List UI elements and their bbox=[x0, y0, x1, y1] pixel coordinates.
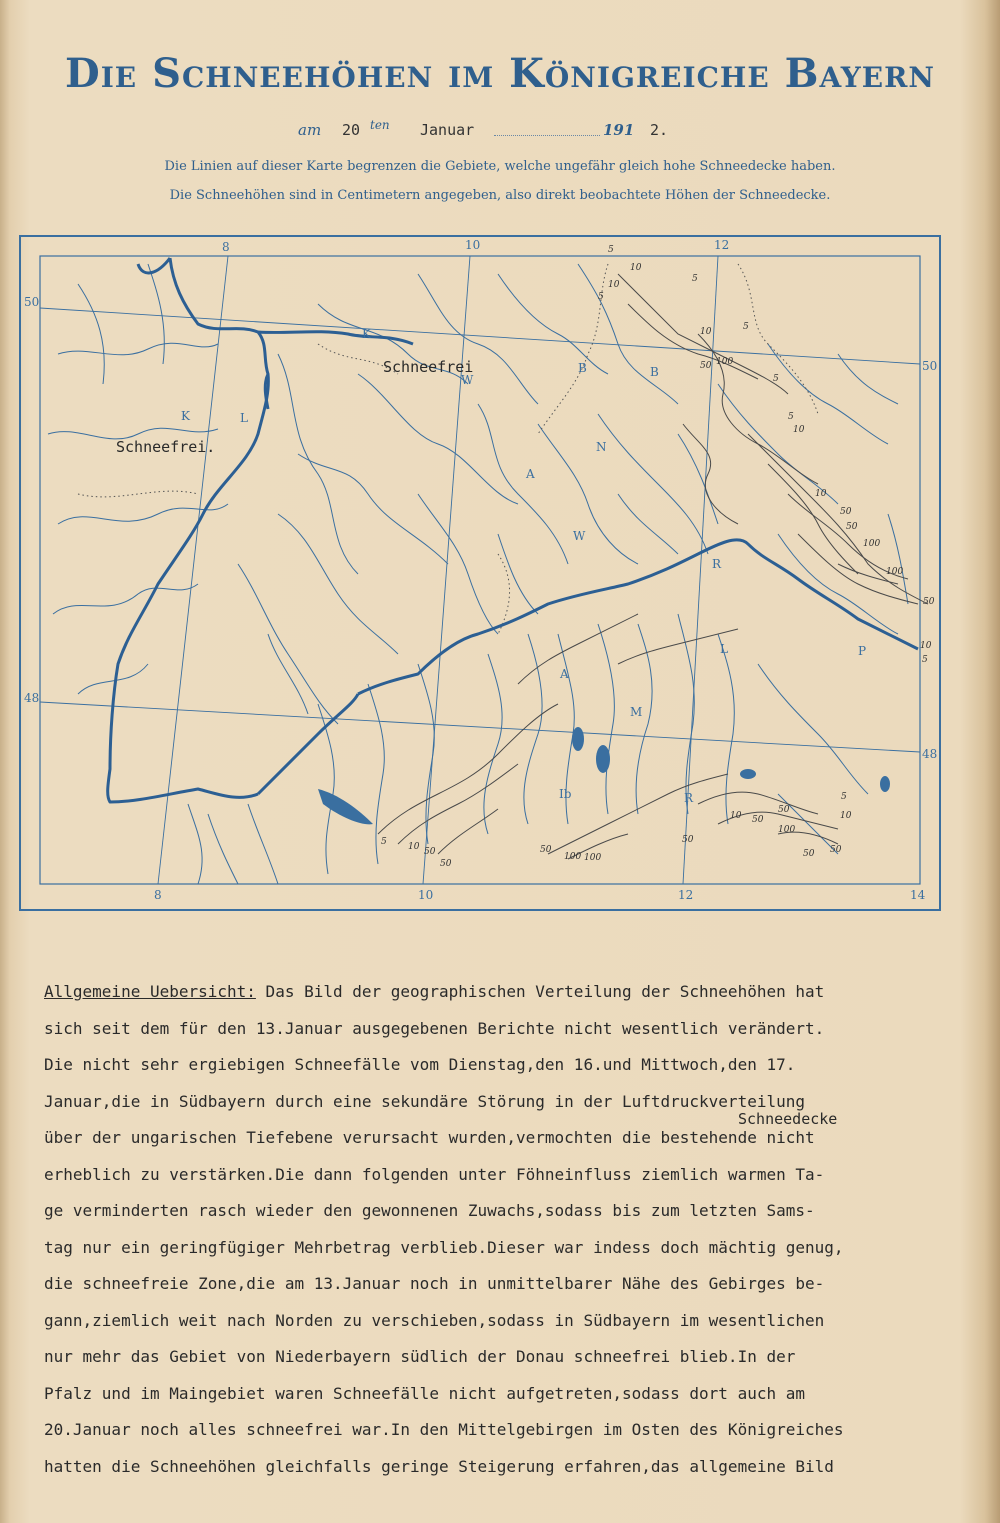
body-line: über der ungarischen Tiefebene verursacht wurden,vermochten die bestehende nicht bbox=[44, 1128, 815, 1147]
body-line: Januar,die in Südbayern durch eine sekundäre Störung in der Luftdruckverteilung bbox=[44, 1091, 805, 1111]
contour-value: 10 bbox=[700, 327, 712, 337]
contour-value: 5 bbox=[841, 792, 847, 802]
body-line: ge verminderten rasch wieder den gewonnenen Zuwachs,sodass bis zum letzten Sams- bbox=[44, 1201, 815, 1220]
contour-value: 50 bbox=[830, 845, 842, 855]
map-svg bbox=[18, 234, 944, 914]
latitude-label: 48 bbox=[24, 691, 40, 705]
dateline bbox=[298, 118, 678, 143]
contour-value: 5 bbox=[773, 374, 779, 384]
body-line: nur mehr das Gebiet von Niederbayern südlich der Donau schneefrei blieb.In der bbox=[44, 1347, 796, 1366]
city-letter: N bbox=[596, 440, 607, 454]
city-letter: W bbox=[573, 529, 586, 543]
contour-value: 10 bbox=[815, 489, 827, 499]
contour-value: 100 bbox=[886, 567, 904, 577]
dateline-day: 20 bbox=[342, 121, 361, 139]
dateline-day-suffix: ten bbox=[370, 118, 390, 132]
contour-value: 10 bbox=[630, 263, 642, 273]
description-line: Die Schneehöhen sind in Centimetern angegeben, also direkt beobachtete Höhen der Schneedecke. bbox=[169, 188, 831, 203]
graticule bbox=[40, 256, 920, 884]
city-letter: B bbox=[650, 365, 659, 379]
contour-value: 50 bbox=[923, 597, 935, 607]
city-letter: Ib bbox=[559, 787, 572, 801]
city-letter: R bbox=[684, 791, 694, 805]
contour-value: 100 bbox=[716, 357, 734, 367]
dateline-month: Januar bbox=[420, 121, 475, 139]
city-letter: L bbox=[240, 411, 248, 425]
longitude-label-top: 10 bbox=[465, 238, 481, 252]
longitude-label-top: 8 bbox=[222, 240, 230, 254]
latitude-label: 50 bbox=[922, 359, 938, 373]
city-letter: M bbox=[630, 705, 643, 719]
body-line: tag nur ein geringfügiger Mehrbetrag verblieb.Dieser war indess doch mächtig genug, bbox=[44, 1237, 844, 1257]
contour-value: 5 bbox=[381, 837, 387, 847]
contour-value: 50 bbox=[440, 859, 452, 869]
body-line: hatten die Schneehöhen gleichfalls geringe Steigerung erfahren,das allgemeine Bild bbox=[44, 1456, 834, 1476]
body-line: Die nicht sehr ergiebigen Schneefälle vom Dienstag,den 16.und Mittwoch,den 17. bbox=[44, 1055, 796, 1074]
contour-value: 50 bbox=[700, 361, 712, 371]
rivers bbox=[48, 264, 908, 884]
contour-value: 50 bbox=[752, 815, 764, 825]
longitude-label-bottom: 8 bbox=[154, 888, 162, 902]
snow-depth-map bbox=[18, 234, 944, 914]
city-letter: L bbox=[720, 642, 728, 656]
contour-value: 5 bbox=[743, 322, 749, 332]
major-boundaries bbox=[108, 258, 918, 802]
city-letter: A bbox=[560, 667, 569, 681]
map-inner-frame bbox=[40, 256, 920, 884]
contour-value: 50 bbox=[682, 835, 694, 845]
city-letter: R bbox=[712, 557, 722, 571]
contour-value: 10 bbox=[408, 842, 420, 852]
dateline-prefix: am bbox=[298, 121, 322, 139]
body-line: gann,ziemlich weit nach Norden zu verschieben,sodass in Südbayern im wesentlichen bbox=[44, 1310, 825, 1330]
contour-value: 50 bbox=[846, 522, 858, 532]
contour-value: 50 bbox=[840, 507, 852, 517]
contour-value: 100 bbox=[863, 539, 881, 549]
city-markers bbox=[181, 327, 866, 805]
contour-value: 100 bbox=[564, 852, 582, 862]
city-letter: B bbox=[578, 361, 587, 375]
contour-value: 10 bbox=[793, 425, 805, 435]
contour-value: 10 bbox=[730, 811, 742, 821]
page-title: Die Schneehöhen im Königreiche Bayern bbox=[65, 50, 935, 97]
latitude-label: 48 bbox=[922, 747, 938, 761]
dateline-dotted-rule bbox=[494, 121, 600, 136]
contour-value: 100 bbox=[778, 825, 796, 835]
body-line bbox=[44, 974, 924, 1011]
longitude-label-top: 12 bbox=[714, 238, 730, 252]
section-heading: Allgemeine Uebersicht: bbox=[44, 982, 256, 1001]
contour-value: 50 bbox=[778, 805, 790, 815]
dateline-year-prefix: 191 bbox=[603, 121, 635, 139]
contour-value: 50 bbox=[803, 849, 815, 859]
city-letter: P bbox=[858, 644, 867, 658]
body-line-text: Das Bild der geographischen Verteilung der Schneehöhen hat bbox=[255, 982, 825, 1001]
contour-value: 10 bbox=[920, 641, 932, 651]
city-letter: A bbox=[526, 467, 535, 481]
dateline-year-digit: 2. bbox=[650, 121, 669, 139]
contour-value: 5 bbox=[922, 655, 928, 665]
contour-value: 5 bbox=[608, 245, 614, 255]
report-body bbox=[44, 974, 924, 1485]
contour-value: 10 bbox=[840, 811, 852, 821]
contour-value: 5 bbox=[692, 274, 698, 284]
inserted-correction: Schneedecke bbox=[738, 1110, 838, 1128]
body-line: die schneefreie Zone,die am 13.Januar noch in unmittelbarer Nähe des Gebirges be- bbox=[44, 1274, 825, 1293]
longitude-label-bottom: 10 bbox=[418, 888, 434, 902]
region-label-schneefrei: Schneefrei. bbox=[116, 438, 216, 456]
city-letter: K bbox=[362, 327, 371, 341]
longitude-label-bottom: 12 bbox=[678, 888, 694, 902]
city-letter: K bbox=[181, 409, 190, 423]
region-label-schneefrei: Schneefrei bbox=[383, 358, 474, 376]
body-line: Pfalz und im Maingebiet waren Schneefälle nicht aufgetreten,sodass dort auch am bbox=[44, 1383, 805, 1403]
latitude-label: 50 bbox=[24, 295, 40, 309]
contour-value: 50 bbox=[540, 845, 552, 855]
city-letter: W bbox=[461, 373, 474, 387]
body-line: erheblich zu verstärken.Die dann folgenden unter Föhneinfluss ziemlich warmen Ta- bbox=[44, 1164, 825, 1184]
longitude-label-bottom: 14 bbox=[910, 888, 926, 902]
contour-value: 10 bbox=[608, 280, 620, 290]
contour-value: 100 bbox=[584, 853, 602, 863]
body-line: 20.Januar noch alles schneefrei war.In den Mittelgebirgen im Osten des Königreiches bbox=[44, 1420, 844, 1439]
description-line: Die Linien auf dieser Karte begrenzen die Gebiete, welche ungefähr gleich hohe Schneedecke haben. bbox=[164, 159, 836, 174]
contour-value: 5 bbox=[788, 412, 794, 422]
body-line: sich seit dem für den 13.Januar ausgegebenen Berichte nicht wesentlich verändert. bbox=[44, 1018, 825, 1038]
contour-value: 50 bbox=[424, 847, 436, 857]
contour-value: 5 bbox=[598, 292, 604, 302]
